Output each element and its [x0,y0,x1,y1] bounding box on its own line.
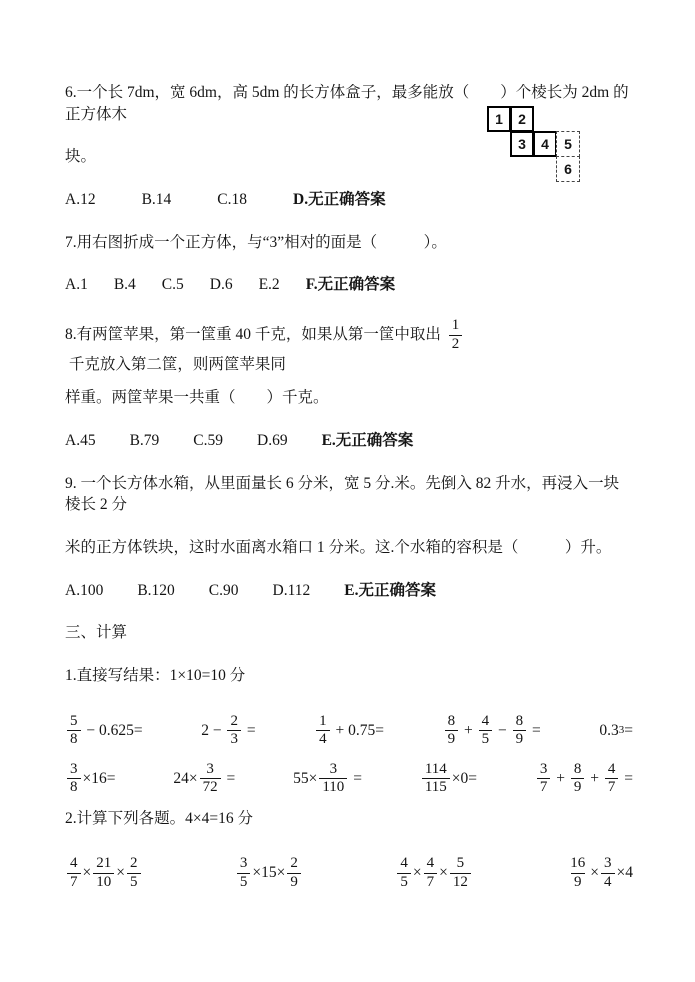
answer-option: D.无正确答案 [293,191,386,209]
answer-option: C.18 [217,191,248,209]
math-expression [293,761,362,797]
fraction-numerator: 4 [70,855,78,872]
fraction [537,761,551,797]
section-3-title: 三、计算 [65,624,128,642]
fraction-denominator: 7 [605,778,619,797]
fraction [67,761,81,797]
question-9-text-line-1: 9. 一个长方体水箱，从里面量长 6 分米，宽 5 分.米。先倒入 82 升水，再浸入一块棱长 2 分 [65,474,620,514]
expression-text: ×15× [252,864,286,882]
fraction-denominator: 9 [445,730,459,749]
fraction-denominator: 7 [424,873,438,892]
question-8-text-line-2: 样重。两筐苹果一共重（ ）千克。 [65,389,329,407]
expression-text: 55× [293,769,318,787]
fraction-denominator: 3 [227,730,241,749]
net-cell-3: 3 [510,131,534,157]
answer-option: A.45 [65,431,96,449]
fraction-numerator: 4 [400,855,408,872]
question-8 [65,317,633,451]
fraction-denominator: 2 [449,335,463,354]
question-7-text-line-1: 7.用右图折成一个正方体，与“3”相对的面是（ ）。 [65,233,447,251]
answer-option: A.100 [65,581,104,599]
expression-text: × [412,864,422,882]
question-6-text-line-2: 块。 [65,148,97,166]
fraction-denominator: 110 [319,778,347,797]
question-9 [65,473,633,602]
fraction-numerator: 3 [70,760,78,777]
fraction-denominator: 4 [601,873,615,892]
fraction [449,317,463,353]
calc-2-rows [65,850,633,896]
math-expression [65,761,115,797]
math-expression [235,855,303,891]
fraction [479,713,493,749]
answer-option: C.59 [193,431,224,449]
question-7-options [65,274,633,296]
answer-option: D.69 [257,431,288,449]
fraction-denominator: 5 [127,873,141,892]
net-cell-6: 6 [556,156,580,182]
fraction-numerator: 3 [206,760,214,777]
fraction-denominator: 5 [397,873,411,892]
expression-text: − 0.625= [82,721,143,739]
fraction [237,855,251,891]
answer-option: F.无正确答案 [305,276,396,294]
expression-text: = [620,769,633,787]
question-6-options [65,189,633,211]
expression-text: 24× [173,769,198,787]
fraction [601,855,615,891]
fraction-numerator: 8 [447,712,456,729]
math-expression [173,761,235,797]
math-expression [535,761,633,797]
fraction [571,761,585,797]
calc-2-instruction: 2.计算下列各题。4×4=16 分 [65,809,253,827]
fraction-numerator: 114 [424,760,447,777]
answer-option: B.14 [141,191,172,209]
expression-text: ×4 [616,864,633,882]
fraction-numerator: 1 [319,712,327,729]
expression-text: = [624,721,633,739]
fraction [319,761,347,797]
expression-text: 0.3 [599,721,619,739]
expression-text: = [242,721,256,739]
expression-text: × [82,864,92,882]
fraction-numerator: 4 [607,760,616,777]
fraction [513,713,527,749]
fraction [605,761,619,797]
fraction-numerator: 21 [96,855,112,872]
expression-text: 8.有两筐苹果，第一筐重 40 千克，如果从第一筐中取出 [65,326,445,344]
expression-text: + [552,769,569,787]
expression-text: + [586,769,603,787]
fraction-denominator: 12 [450,873,471,892]
fraction-numerator: 8 [573,760,582,777]
net-cell-2: 2 [510,106,534,132]
fraction-numerator: 3 [604,855,612,872]
answer-option: E.无正确答案 [344,581,436,599]
calc-row [65,756,633,802]
fraction-denominator: 115 [422,778,450,797]
fraction [67,855,81,891]
math-expression [443,713,541,749]
answer-option: D.6 [209,276,233,294]
math-expression [395,855,473,891]
answer-option: B.4 [113,276,136,294]
expression-text: × [439,864,448,882]
calc-row [65,850,633,896]
fraction [450,855,471,891]
cube-net-diagram [487,106,597,190]
fraction-denominator: 9 [513,730,527,749]
fraction-denominator: 9 [571,778,585,797]
expression-text: × [116,864,125,882]
fraction [424,855,438,891]
fraction-numerator: 3 [329,760,338,777]
answer-option: A.1 [65,276,88,294]
expression-text: ×0= [451,769,477,787]
expression-text: − [494,721,511,739]
fraction [316,713,330,749]
fraction-denominator: 5 [479,730,493,749]
fraction-denominator: 9 [287,873,301,892]
math-expression [314,713,384,749]
fraction-numerator: 5 [456,855,465,872]
fraction-denominator: 7 [67,873,81,892]
math-expression [599,722,633,740]
math-expression [201,713,255,749]
expression-text: 2 − [201,721,226,739]
fraction [67,713,81,749]
fraction-denominator: 10 [93,873,114,892]
question-9-text-line-2: 米的正方体铁块，这时水面离水箱口 1 分米。这.个水箱的容积是（ ）升。 [65,538,612,556]
question-8-text-line-1 [65,317,633,375]
fraction-numerator: 2 [130,855,138,872]
expression-text: = [222,769,236,787]
fraction-numerator: 2 [290,855,298,872]
calc-1-rows [65,708,633,802]
fraction [227,713,241,749]
fraction [200,761,221,797]
fraction-numerator: 2 [230,712,238,729]
exponent: 3 [618,724,625,737]
fraction-denominator: 9 [571,873,585,892]
fraction-denominator: 5 [237,873,251,892]
answer-option: B.79 [129,431,160,449]
net-cell-4: 4 [533,131,557,157]
math-expression [565,855,633,891]
fraction [422,761,450,797]
fraction-numerator: 5 [70,712,78,729]
fraction-denominator: 8 [67,778,81,797]
fraction-numerator: 3 [239,855,248,872]
math-expression [420,761,477,797]
fraction-numerator: 1 [451,317,460,334]
answer-option: B.120 [137,581,175,599]
fraction [567,855,588,891]
answer-option: E.2 [258,276,280,294]
expression-text: = [528,721,541,739]
answer-option: C.5 [161,276,184,294]
fraction-numerator: 4 [426,855,435,872]
calc-row [65,708,633,754]
question-9-options [65,580,633,602]
fraction [93,855,114,891]
expression-text: 千克放入第二筐，则两筐苹果同 [65,355,286,373]
calc-1-instruction: 1.直接写结果：1×10=10 分 [65,667,246,684]
fraction-denominator: 8 [67,730,81,749]
expression-text: = [349,769,362,787]
fraction-numerator: 8 [515,712,524,729]
expression-text: ×16= [82,769,116,787]
fraction-denominator: 7 [537,778,551,797]
math-expression [65,713,143,749]
question-6-text-line-1: 6.一个长 7dm，宽 6dm，高 5dm 的长方体盒子，最多能放（ ）个棱长为 2dm 的正方体木 [65,84,629,123]
answer-option: C.90 [208,581,239,599]
fraction [445,713,459,749]
net-cell-5: 5 [556,131,580,157]
answer-option: D.112 [272,581,311,599]
fraction-denominator: 4 [316,730,330,749]
answer-option: E.无正确答案 [321,431,414,449]
answer-option: A.12 [65,191,96,209]
math-expression [65,855,143,891]
expression-text: + 0.75= [331,721,385,739]
net-cell-1: 1 [487,106,511,132]
expression-text: × [590,864,599,882]
fraction-denominator: 72 [200,778,221,797]
fraction [127,855,141,891]
question-7 [65,232,633,296]
expression-text: + [460,721,477,739]
fraction-numerator: 3 [539,760,548,777]
fraction-numerator: 16 [570,855,586,872]
fraction [397,855,411,891]
fraction [287,855,301,891]
question-8-options [65,430,633,452]
fraction-numerator: 4 [481,712,490,729]
